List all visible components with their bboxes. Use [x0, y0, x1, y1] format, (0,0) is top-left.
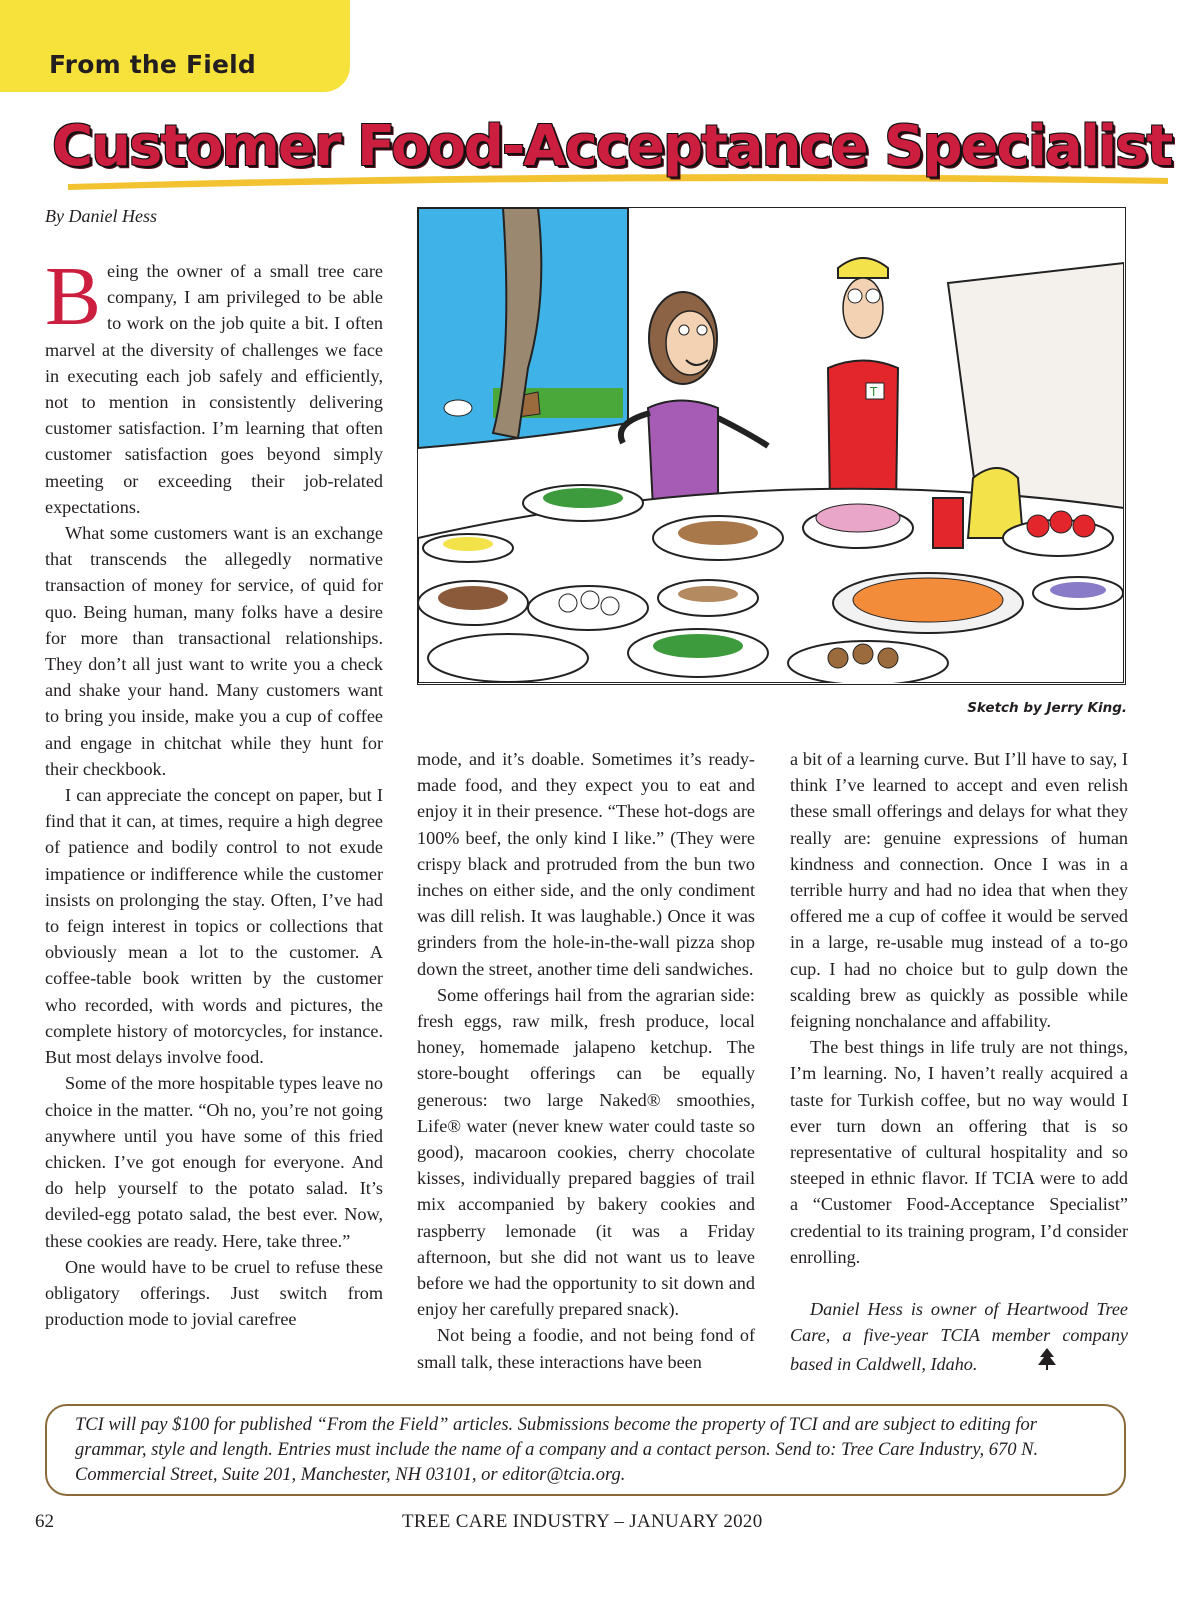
article-column-1 — [45, 250, 383, 1332]
paragraph: Some of the more hospitable types leave no choice in the matter. “Oh no, you’re not going anywhere until you have some of this fried chicken. I’ve got enough for everyone. And do help yourself to the potato salad. It’s deviled-egg potato salad, the best ever. Now, these cookies are ready. Here, take three.” — [45, 1073, 383, 1251]
publication-footer: TREE CARE INDUSTRY – JANUARY 2020 — [402, 1511, 763, 1532]
author-bio-text: Daniel Hess is owner of Heartwood Tree Care, a five-year TCIA member company based in Caldwell, Idaho. — [790, 1299, 1128, 1375]
tree-icon — [1017, 1348, 1057, 1377]
page-number: 62 — [35, 1511, 54, 1532]
paragraph-text: eing the owner of a small tree care company, I am privileged to be able to work on the job quite a bit. I often marvel at the diversity of challenges we face in executing each job safely and efficiently, not to mention in consistently delivering customer satisfaction. I’m learning that often customer satisfaction goes beyond simply meeting or exceeding their job-related expectations. — [45, 261, 383, 517]
paragraph — [45, 250, 383, 520]
illustration-credit: Sketch by Jerry King. — [967, 700, 1127, 716]
article-column-2 — [417, 746, 755, 1375]
cartoon-drawing — [418, 208, 1124, 683]
section-tab — [0, 0, 350, 92]
paragraph: What some customers want is an exchange that transcends the allegedly normative transaction of money for service, of quid for quo. Being human, many folks have a desire for more than transactional relationships. They don’t all just want to write you a check and shake your hand. Many customers want to bring you inside, make you a cup of coffee and engage in chitchat while they hunt for their checkbook. — [45, 523, 383, 779]
paragraph: Not being a foodie, and not being fond of small talk, these interactions have been — [417, 1325, 755, 1372]
paragraph: The best things in life truly are not things, I’m learning. No, I haven’t really acquired a taste for Turkish coffee, but no way would I ever turn down an offering that is so representative of cultural hospitality and so steeped in ethnic flavor. If TCIA were to add a “Customer Food-Acceptance Specialist” credential to its training program, I’d consider enrolling. — [790, 1037, 1128, 1267]
paragraph: I can appreciate the concept on paper, but I find that it can, at times, require a high degree of patience and bodily control to not exude impatience or indifference while the customer insists on prolonging the stay. Often, I’ve had to feign interest in topics or collections that obviously mean a lot to the customer. A coffee-table book written by the customer who recorded, with words and pictures, the complete history of motorcycles, for instance. But most delays involve food. — [45, 785, 383, 1068]
paragraph: Some offerings hail from the agrarian side: fresh eggs, raw milk, fresh produce, local honey, homemade jalapeno ketchup. The store-bought offerings can be equally generous: two large Naked® smoothies, Life® water (never knew water could taste so good), macaroon cookies, cherry chocolate kisses, individually prepared baggies of trail mix accompanied by bakery cookies and raspberry lemonade (it was a Friday afternoon, but she did not want us to leave before we had the opportunity to sit down and enjoy her carefully prepared snack). — [417, 984, 755, 1320]
article-column-3 — [790, 746, 1128, 1378]
paragraph: mode, and it’s doable. Sometimes it’s ready-made food, and they expect you to eat and enjoy it in their presence. “These hot-dogs are 100% beef, the only kind I like.” (They were crispy black and protruded from the bun two inches on either side, and the only condiment was dill relish. It was laughable.) Once it was grinders from the hole-in-the-wall pizza shop down the street, another time deli sandwiches. — [417, 749, 755, 979]
paragraph: One would have to be cruel to refuse these obligatory offerings. Just switch from production mode to jovial carefree — [45, 1256, 383, 1330]
author-bio — [790, 1296, 1128, 1378]
article-title: Customer Food-Acceptance Specialist — [52, 114, 1172, 179]
drop-cap: B — [45, 250, 102, 343]
submission-notice: TCI will pay $100 for published “From the Field” articles. Submissions become the property of TCI and are subject to editing for grammar, style and length. Entries must include the name of a company and a contact person. Send to: Tree Care Industry, 670 N. Commercial Street, Suite 201, Manchester, NH 03101, or editor@tcia.org. — [45, 1404, 1126, 1496]
byline: By Daniel Hess — [45, 206, 157, 226]
section-label: From the Field — [49, 50, 257, 79]
cartoon-illustration — [417, 207, 1126, 685]
apron-logo: T — [870, 385, 878, 399]
title-banner — [38, 112, 1172, 198]
paragraph: a bit of a learning curve. But I’ll have to say, I think I’ve learned to accept and even relish these small offerings and delays for what they really are: genuine expressions of human kindness and connection. Once I was in a terrible hurry and had no idea that when they offered me a cup of coffee it would be served in a large, re-usable mug instead of a to-go cup. I had no choice but to gulp down the scalding brew as quickly as possible while feigning nonchalance and affability. — [790, 749, 1128, 1032]
